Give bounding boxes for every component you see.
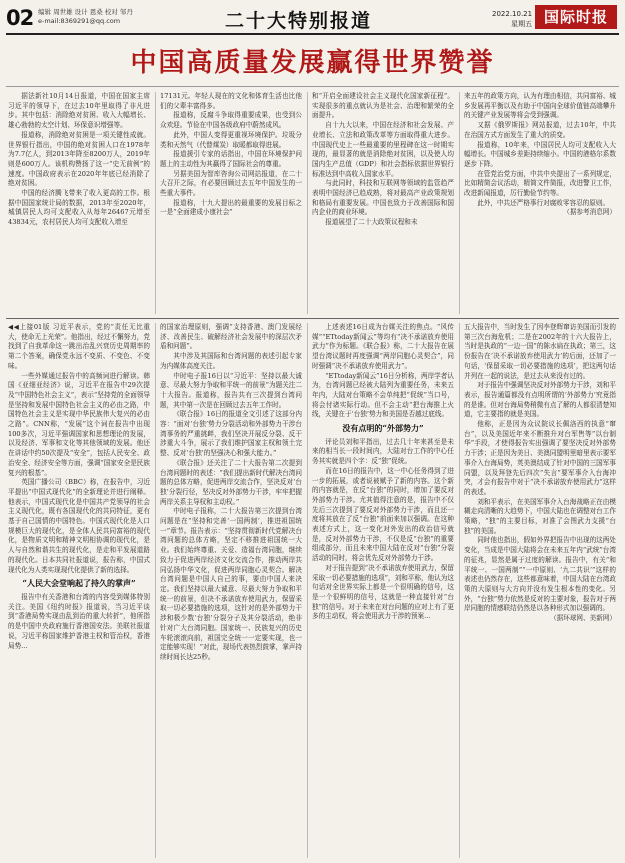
article-separator <box>6 318 619 319</box>
subheading: “人民大会堂响起了持久的掌声” <box>22 578 136 589</box>
weekday-line: 星期五 <box>511 20 533 28</box>
top-rule <box>6 33 619 35</box>
article-top-col-1 <box>8 92 150 314</box>
paragraph: 英国广播公司（BBC）称，在报告中，习近平提出“中国式现代化”的全新理论并进行阐释。他表示，中国式现代化是中国共产党领导的社会主义现代化，既有各国现代化的共同特征，更有基于自己国情的中国特色。中国式现代化是人口规模巨大的现代化，是全体人民共同富裕的现代化，是物质文明和精神文明相协调的现代化，是人与自然和谐共生的现代化，是走和平发展道路的现代化。日本共同社报道说，报告称，中国式现代化为人类实现现代化提供了新的选择。 <box>8 478 150 574</box>
paragraph: 而在16日的报告中，这一中心任务得到了进一步的拓展，或者说被赋予了新的内容。这个新的内容就是，在反“台独”的同时，增加了要反对外部势力干涉。尤其值得注意的是，报告中不仅先后三次提到了要反对外部势力干涉，而且还一度将其放在了反“台独”前面来加以强调。在这种表述方式上，这一变化对外发出的政治信号就是，反对外部势力干涉，不仅是反“台独”的重要组成部分，而且未来中国大陆在反对“台独”分裂活动的同时，将会优先反对外部势力干涉。 <box>312 466 454 563</box>
article-bottom-col-4 <box>464 323 616 858</box>
column-divider <box>307 323 308 858</box>
paragraph: 中国的经济腾飞带来了收入更高的工作。根据中国国家统计局的数据，2013年至2020年，城镇居民人均可支配收入从每年26467元增至43834元，农村居民人均可支配收入增至 <box>8 189 150 227</box>
paragraph: 的国家治理原则，强调“支持香港、澳门发展经济、改善民生、破解经济社会发展中的深层次矛盾和问题”。 <box>160 323 302 351</box>
paragraph: 《联合报》16日的报道全文引述了这部分内容：“面对‘台独’势力分裂活动和外部势力干涉台湾事务的严重挑衅，我们坚决开展反分裂、反干涉重大斗争，展示了我们维护国家主权和领土完整、反对‘台独’的坚强决心和强大能力。” <box>160 410 302 458</box>
paragraph: 报道称，10年来，中国居民人均可支配收入大幅增长。中国城乡差距持续缩小。中国的港格尔系数逐步下降。 <box>464 140 616 168</box>
paragraph: 报道称，十九大提出的最重要的发展目标之一是“全面建成小康社会” <box>160 198 302 217</box>
headline: 中国高质量发展赢得世界赞誉 <box>130 48 495 78</box>
paragraph: 上述表述16日成为台媒关注的焦点。“风传媒”“ETtoday新闻云”等均有“决不承诺放弃使用武力”作为标题。《联合报》称，二十大报告在展望台湾议题时再度强调“两岸同胞心灵契合”，同时强调“决不承诺放弃使用武力”。 <box>312 323 454 370</box>
subheading: 没有点明的“外部势力” <box>342 423 424 434</box>
paragraph: 自十九大以来，中国在经济和社会发展、产业增长、立法和政策改革等方面取得重大进步。中国现代史上一些最重要的里程碑在这一时期实现的，最显著的就是消除绝对贫困，以及使人均国内生产总值（GDP）和社会指标依据世界银行标准达到中高收入国家水平。 <box>312 121 454 178</box>
paragraph: 五大报告中，当时发生了因李登辉窜访美国而引发的第三次台海危机；二是在2002年的十六大报告上，当时是执政的“一边一国”的陈水扁在执政；第三，这份报告在‘决不承诺放弃使用武力’的后面，还加了一句话，‘保留采取一切必要措施的选项’，把这两句话并列在一起的说法，是过去从来没有过的。 <box>464 323 616 380</box>
paragraph: 中时电子报称，二十大报告第三次提到台湾问题是在“坚持和完善‘一国两制’，推进祖国统一”章节。报告表示：“坚持贯彻新时代党解决台湾问题的总体方略，坚定不移推进祖国统一大业。我们始终尊重、关爱、造福台湾同胞，继续致力于促进两岸经济文化交流合作，推动两岸共同弘扬中华文化，促进两岸同胞心灵契合。解决台湾问题是中国人自己的事，要由中国人来决定。我们坚持以最大诚意、尽最大努力争取和平统一的前景，但决不承诺放弃使用武力，保留采取一切必要措施的选项，这针对的是外部势力干涉和极少数‘台独’分裂分子及其分裂活动，绝非针对广大台湾同胞。国家统一、民族复兴的历史车轮滚滚向前，祖国完全统一一定要实现，也一定能够实现！”对此，现场代表热烈鼓掌，掌声持续时间长达25秒。 <box>160 507 302 661</box>
paragraph: 中时电子报16日以“习近平：坚持以最大诚意、尽最大努力争取和平统一的前景”为题关注二十大报告。报道称，报告共有三次提到台湾问题，其中第一次是在回顾过去五年工作时。 <box>160 371 302 409</box>
headline-rule <box>6 86 619 87</box>
paragraph: 另据美国为智库咨询公司网站报道，在二十大召开之际，有必要回顾过去五年中国发生的一些重大事件。 <box>160 169 302 198</box>
newspaper-logo: 国际时报 <box>535 5 617 29</box>
paragraph: 报告中有关香港和台湾的内容受到媒体特别关注。美国《纽约时报》报道说，当习近平谈到“香港局势实现由乱到治的重大转折”，他所指的是中国中央政府施行香港国安法。美联社报道说，习近平称国家维护香港主权和管治权，香港局势... <box>8 592 150 650</box>
paragraph: 一些外媒通过报告中的高频词进行解读。韩国《亚细亚经济》说，习近平在报告中29次提及“中国特色社会主义”，表示“坚持党的全面领导是坚持和发展中国特色社会主义的必由之路，中国特色社会主义是实现中华民族伟大复兴的必由之路”。CNN称，“发展”这个词在报告中出现100多次，习近平强调国家和思想理论的发展，以及经济、军事和文化等其他领域的发展。他还在讲话中约50次提及“安全”，包括人民安全、政治安全、经济安全等方面，强调“国家安全是民族复兴的根基”。 <box>8 371 150 477</box>
article-bottom-col-3 <box>312 323 454 858</box>
date-line: 2022.10.21 <box>492 10 533 18</box>
column-divider <box>307 92 308 314</box>
column-divider <box>459 323 460 858</box>
paragraph: 据法新社10月14日报道，中国在国家主席习近平的领导下，在过去10年里取得了非凡进步。其中包括：消除绝对贫困、收入大幅增长、雄心勃勃的太空计划、环保意识增强等。 <box>8 92 150 130</box>
paragraph: 报道称，消除绝对贫困是一项关键性成就。世界银行指出，中国的绝对贫困人口在1978年为7.7亿人，到2013年降至8200万人，2019年则是600万人。该机构赞扬了这一“史无前例”的速度。中国政府表示在2020年年底已经消除了绝对贫困。 <box>8 130 150 188</box>
source-credit: （据参考消息网） <box>563 208 616 217</box>
paragraph: 来五年的政策方向，认为有理由相信，共同富裕、城乡发展再平衡以及有助于中国向全球价值链高端攀升的关键产业发展等将会受到强调。 <box>464 92 616 120</box>
paragraph: 又据《俄罗斯报》网站报道，过去10年，中共在治国方式方面发生了重大的质变。 <box>464 121 616 139</box>
paragraph: 此外，中共还严格事行对腐败零容忍的原则。 <box>477 198 610 207</box>
article-bottom-col-2 <box>160 323 302 858</box>
paragraph: 对于报告中强调坚决反对外部势力干涉，刘和平表示，报告通篇都没有点明所谓的‘外部势力’究竟指的是谁。但对台海局势稍微有点了解的人都很清楚知道，它主要指的就是美国。 <box>464 381 616 419</box>
column-divider <box>155 92 156 314</box>
paragraph: 报道展望了二十大政策议程和未 <box>325 218 418 227</box>
paragraph: 刘和平表示，在美国军事介入台海战略正在由模糊走向清晰的大趋势下，中国大陆也在调整对台工作策略，“独”的主要目标，对准了会图武力支援“台独”的美国。 <box>464 497 616 535</box>
editor-credits <box>38 8 133 26</box>
paragraph: 其中涉及其国际和台湾问题的表述引起专家为内媒体高度关注。 <box>160 352 302 370</box>
paragraph: 在管党治党方面，中共中央提出了一系列规定，比如精简会议活动，精简文件简报，改进警卫工作，改进新闻报道，厉行勤俭节约等。 <box>464 169 616 198</box>
article-top-col-4 <box>464 92 616 314</box>
masthead <box>0 0 625 34</box>
paragraph: 评论员刘和平指出，过去几十年来甚至是未来的相当长一段时间内，大陆对台工作的中心任务其实就是四个字：反“独”促统。 <box>312 437 454 466</box>
paragraph: 与此同时，科技和互联网等领域的监管趋严表明中国经济已趋成熟，将对最高产业政策规划和格局有重要发展。中国也致力于改善国际和国内企业的商业环境。 <box>312 179 454 217</box>
paragraph: 17131元。年轻人现在的文化和体育生活也比他们的父辈丰富得多。 <box>160 92 302 110</box>
column-divider <box>459 92 460 314</box>
paragraph: 此外，中国人变得更重视环境保护。垃圾分类和天然气（代替煤炭）取暖都取得进展。 <box>160 130 302 149</box>
paragraph: ◀◀上接01版 习近平表示，党的“责任无比重大，使命无上光荣”。他指出，经过不懈努力，党找到了自我革命这一跳出治乱兴衰历史周期率的第二个答案，确保党永远不变质、不变色、不变味。 <box>8 323 150 370</box>
paragraph: “ETtoday新闻云”16日分析称，两岸学者认为，台湾问题已经被大陆列为重要任务，未来五年内，大陆对台策略不会单纯把“促统”当口号，将会付诸实际行动。但不会主动“把台海推上火线，关键在于‘台独’势力和美国是否越过底线。 <box>312 371 454 419</box>
paragraph: 同时他也指出，假如外界把报告中出现的这两处变化，当成是中国大陆将会在未来五年内“武统”台湾的征兆，显然是属于过度的解读。报告中，有关“和平统一、一国两制”“一中原则、‘九二共识’”这样的表述也仍然存在，这些都意味着，中国大陆在台湾政策的大原则与大方向并没有发生根本性的变化。另外，“台独”势力依然是反对的主要对象，报告对于两岸同胞的情感联结仍然是以各种形式加以强调的。 <box>464 536 616 613</box>
article-bottom-col-1 <box>8 323 150 858</box>
column-divider <box>155 323 156 858</box>
source-credit: （据环球网、美新网） <box>550 614 616 623</box>
page-number: 02 <box>6 6 34 30</box>
paragraph: 对于报告提到“决不承诺放弃使用武力，保留采取一切必要措施的选项”，刘和平称，他认为这句话对全世界实际上都是一个很明确的信号，这是一个很鲜明的信号，这就是一种直接针对“台独”的信号。对于未来在对台问题的应对上有了更多的主动权，将会使用武力干涉的预案... <box>312 563 454 621</box>
section-title: 二十大特别报道 <box>225 10 373 32</box>
paragraph: 他称，正是因为众议院议长佩洛西的执意“窜台”，以及美国近年来不断推升对台军售等”以台制华”手段，才使得报告实出强调了要坚决反对外部势力干涉；正是因为美日、美澳同盟明里暗里表示要军事介入台海局势，英美澳结成了针对中国的三国军事同盟，以及拜登先后四次“失言”要军事介入台海冲突，才会有报告中对于“决不承诺放弃使用武力”这样的表述。 <box>464 420 616 496</box>
issue-date <box>492 9 532 29</box>
email-line: e-mail:8369291@qq.com <box>38 17 121 25</box>
article-top-col-3 <box>312 92 454 314</box>
article-top-col-2 <box>160 92 302 314</box>
paragraph: 报道称，反腐斗争取得重要成果，也受到公众欢迎。节俭在中国各级政府中蔚然成风。 <box>160 111 302 130</box>
paragraph: 和“开启全面建设社会主义现代化国家新征程”。实现很多的重点就认为是社会、治理和繁荣的全面提升。 <box>312 92 454 120</box>
paragraph: 《联合报》还关注了二十大报告第二次提到台湾问题时的表述：“我们提出新时代解决台湾问题的总体方略，促进两岸交流合作，坚决反对‘台独’分裂行径，坚决反对外部势力干涉，牢牢把握两岸关系主导权和主动权。” <box>160 458 302 506</box>
paragraph: 报道援引专家的话指出，中国在环境保护问题上的主动性为其赢得了国际社会的尊重。 <box>160 150 302 168</box>
editor-line: 编辑 周世雄 设计 恩桑 校对 邹丹 <box>38 8 133 16</box>
